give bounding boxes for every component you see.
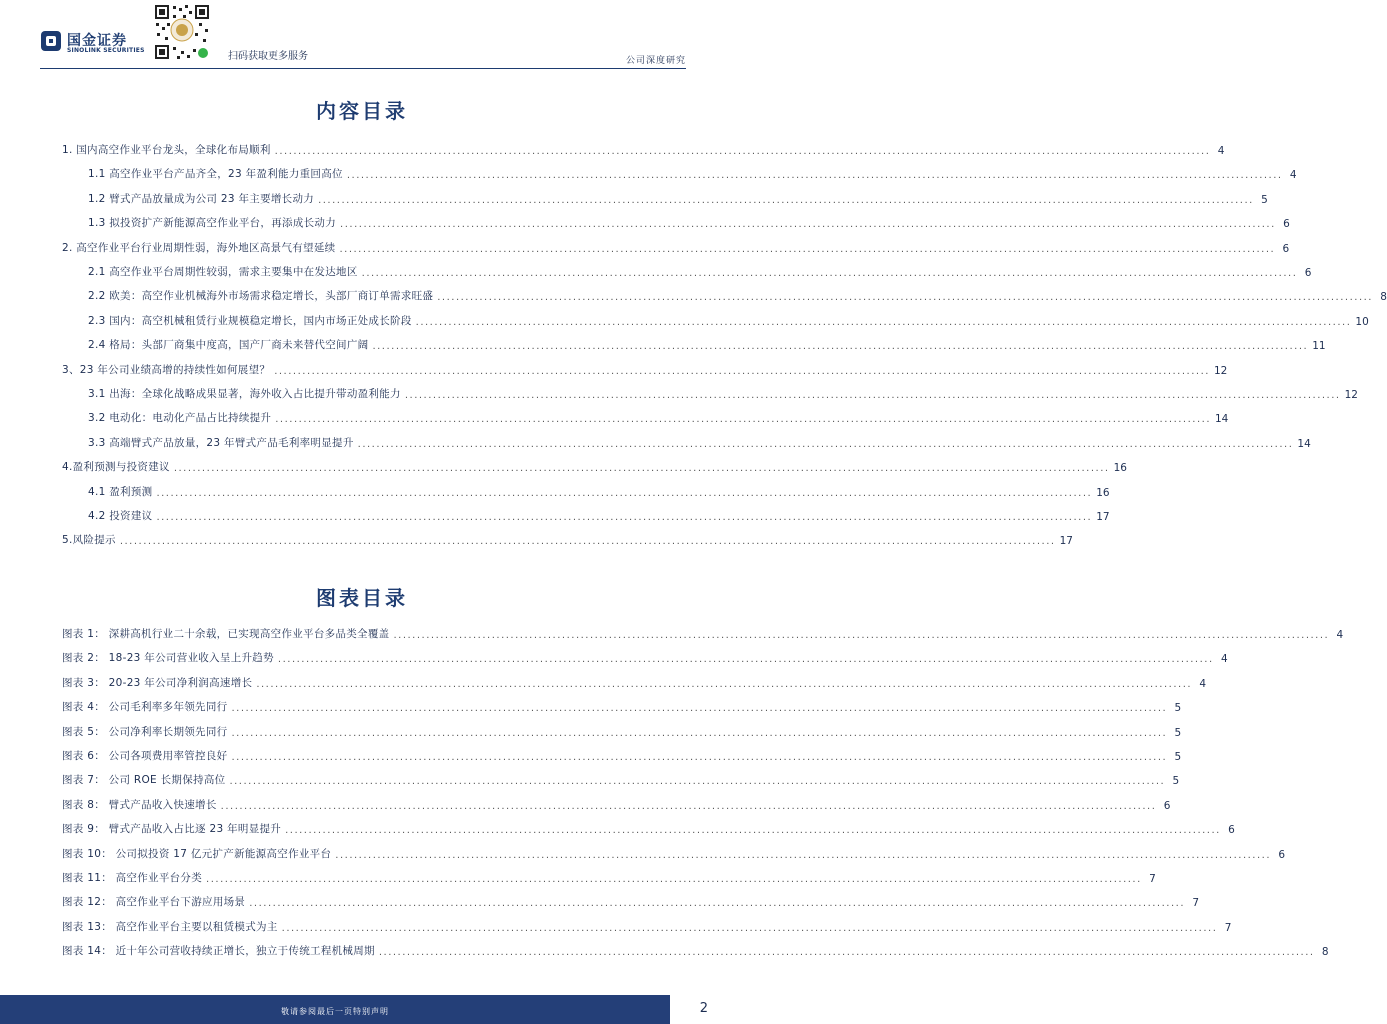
toc-page-number: 10: [1355, 315, 1369, 328]
toc-page-number: 14: [1297, 437, 1311, 450]
toc-entry-title: 1. 国内高空作业平台龙头，全球化布局顺利: [62, 144, 271, 156]
toc-entry[interactable]: [88, 338, 1326, 353]
toc-leader-dots: ........................................................................................................................................................................................................: [372, 341, 1309, 353]
toc-entry[interactable]: [62, 143, 1225, 157]
toc-leader-dots: ........................................................................................................................................................................................................: [119, 536, 1056, 548]
toc-entry-title: 1.2 臂式产品放量成为公司 23 年主要增长动力: [88, 192, 315, 205]
toc-entry-title: 图表 1： 深耕高机行业二十余载，已实现高空作业平台多品类全覆盖: [62, 628, 390, 640]
figures-title: 图表目录: [316, 586, 408, 610]
toc-entry-title: 图表 12： 高空作业平台下游应用场景: [62, 896, 246, 909]
toc-entry-title: 2.2 欧美：高空作业机械海外市场需求稳定增长，头部厂商订单需求旺盛: [88, 290, 434, 303]
toc-entry[interactable]: [88, 485, 1110, 499]
toc-entry-title: 图表 9： 臂式产品收入占比逐 23 年明显提升: [62, 823, 282, 836]
toc-entry-title: 2.1 高空作业平台周期性较弱，需求主要集中在发达地区: [88, 266, 358, 278]
toc-entry-title: 4.盈利预测与投资建议: [62, 461, 170, 474]
toc-entry[interactable]: [88, 167, 1297, 182]
toc-page-number: 5: [1174, 702, 1182, 715]
logo-chinese-name: 国金证券: [67, 33, 127, 49]
toc-entry-title: 图表 7： 公司 ROE 长期保持高位: [62, 774, 226, 787]
toc-leader-dots: ........................................................................................................................................................................................................: [437, 292, 1373, 304]
toc-leader-dots: ........................................................................................................................................................................................................: [285, 825, 1221, 837]
toc-page-number: 12: [1213, 364, 1228, 377]
toc-page-number: 4: [1336, 629, 1344, 641]
toc-page-number: 11: [1312, 340, 1326, 353]
toc-entry[interactable]: [88, 216, 1290, 231]
toc-leader-dots: ........................................................................................................................................................................................................: [361, 268, 1298, 279]
toc-entry-title: 1.1 高空作业平台产品齐全，23 年盈利能力重回高位: [88, 168, 343, 181]
toc-entry[interactable]: [62, 533, 1073, 548]
toc-entry-title: 5.风险提示: [62, 534, 116, 547]
toc-page-number: 16: [1096, 486, 1110, 499]
toc-leader-dots: ........................................................................................................................................................................................................: [173, 463, 1110, 475]
toc-page-number: 7: [1149, 873, 1156, 885]
toc-entry-title: 2. 高空作业平台行业周期性弱，海外地区高景气有望延续: [62, 241, 336, 254]
toc-entry-title: 图表 5： 公司净利率长期领先同行: [62, 725, 228, 738]
page-header: [0, 0, 724, 70]
toc-page-number: 5: [1172, 775, 1180, 788]
toc-leader-dots: ........................................................................................................................................................................................................: [231, 703, 1168, 715]
toc-entry[interactable]: [88, 436, 1311, 450]
toc-page-number: 6: [1283, 218, 1290, 231]
toc-entry[interactable]: [62, 363, 1228, 377]
toc-entry[interactable]: [88, 314, 1369, 328]
logo-english-name: SINOLINK SECURITIES: [67, 47, 145, 54]
toc-leader-dots: ........................................................................................................................................................................................................: [231, 752, 1168, 763]
toc-entry[interactable]: [62, 798, 1171, 812]
toc-entry-title: 图表 14： 近十年公司营收持续正增长，独立于传统工程机械周期: [62, 945, 375, 958]
header-divider: [40, 68, 686, 69]
toc-entry[interactable]: [62, 725, 1182, 739]
toc-entry[interactable]: [62, 944, 1329, 959]
toc-page-number: 17: [1059, 535, 1073, 548]
toc-page-number: 6: [1163, 799, 1171, 812]
toc-leader-dots: ........................................................................................................................................................................................................: [318, 194, 1254, 206]
footer-disclaimer: 敬请参阅最后一页特别声明: [281, 1007, 389, 1016]
toc-leader-dots: ........................................................................................................................................................................................................: [256, 678, 1193, 690]
toc-entry[interactable]: [62, 651, 1228, 666]
toc-leader-dots: ........................................................................................................................................................................................................: [231, 727, 1168, 739]
toc-page-number: 5: [1261, 193, 1268, 206]
toc-leader-dots: ........................................................................................................................................................................................................: [206, 874, 1142, 885]
sinolink-logo-icon: [40, 30, 62, 52]
contents-title: 内容目录: [316, 99, 408, 123]
toc-leader-dots: ........................................................................................................................................................................................................: [156, 512, 1093, 523]
toc-leader-dots: ........................................................................................................................................................................................................: [393, 630, 1330, 641]
toc-page-number: 4: [1220, 653, 1228, 666]
qr-caption: 扫码获取更多服务: [228, 51, 308, 62]
toc-entry[interactable]: [62, 241, 1290, 255]
toc-page-number: 8: [1321, 946, 1329, 959]
page-number: 2: [699, 1001, 708, 1016]
toc-entry[interactable]: [88, 289, 1387, 304]
toc-page-number: 17: [1096, 511, 1110, 523]
toc-entry[interactable]: [88, 411, 1229, 426]
toc-entry[interactable]: [62, 847, 1286, 861]
toc-entry-title: 4.1 盈利预测: [88, 485, 153, 498]
toc-leader-dots: ........................................................................................................................................................................................................: [378, 947, 1315, 959]
toc-leader-dots: ........................................................................................................................................................................................................: [340, 219, 1276, 231]
toc-entry[interactable]: [62, 871, 1156, 885]
toc-leader-dots: ........................................................................................................................................................................................................: [346, 170, 1283, 182]
toc-entry[interactable]: [62, 460, 1127, 475]
toc-leader-dots: ........................................................................................................................................................................................................: [281, 922, 1218, 934]
toc-page-number: 16: [1113, 462, 1127, 475]
toc-entry-title: 图表 13： 高空作业平台主要以租赁模式为主: [62, 920, 278, 933]
toc-leader-dots: ........................................................................................................................................................................................................: [275, 414, 1211, 426]
toc-page-number: 6: [1228, 824, 1235, 837]
toc-page-number: 6: [1304, 267, 1312, 279]
toc-entry[interactable]: [62, 895, 1199, 910]
toc-page-number: 4: [1199, 677, 1207, 690]
toc-entry-title: 图表 6： 公司各项费用率管控良好: [62, 750, 228, 762]
toc-entry[interactable]: [88, 509, 1110, 523]
toc-entry[interactable]: [62, 627, 1344, 641]
toc-leader-dots: ........................................................................................................................................................................................................: [274, 365, 1210, 377]
toc-leader-dots: ........................................................................................................................................................................................................: [339, 243, 1276, 255]
toc-entry-title: 2.3 国内：高空机械租赁行业规模稳定增长，国内市场正处成长阶段: [88, 314, 412, 327]
toc-page-number: 6: [1282, 242, 1290, 255]
toc-entry[interactable]: [62, 676, 1207, 690]
toc-entry-title: 3.3 高端臂式产品放量，23 年臂式产品毛利率明显提升: [88, 436, 354, 449]
toc-leader-dots: ........................................................................................................................................................................................................: [415, 316, 1352, 328]
toc-entry[interactable]: [62, 920, 1232, 934]
toc-entry-title: 3.1 出海：全球化战略成果显著，海外收入占比提升带动盈利能力: [88, 388, 401, 400]
toc-leader-dots: ........................................................................................................................................................................................................: [335, 849, 1272, 861]
toc-page-number: 12: [1344, 389, 1358, 401]
toc-leader-dots: ........................................................................................................................................................................................................: [229, 776, 1166, 788]
toc-leader-dots: ........................................................................................................................................................................................................: [277, 654, 1214, 666]
toc-entry-title: 图表 4： 公司毛利率多年领先同行: [62, 701, 228, 714]
toc-entry[interactable]: [62, 773, 1180, 788]
toc-entry-title: 图表 11： 高空作业平台分类: [62, 872, 203, 884]
toc-page-number: 6: [1278, 848, 1286, 861]
toc-leader-dots: ........................................................................................................................................................................................................: [249, 898, 1185, 910]
toc-entry-title: 图表 2： 18-23 年公司营业收入呈上升趋势: [62, 652, 274, 665]
toc-entry-title: 图表 8： 臂式产品收入快速增长: [62, 798, 217, 811]
toc-entry[interactable]: [88, 192, 1268, 206]
toc-page-number: 14: [1215, 413, 1229, 426]
toc-page-number: 5: [1174, 751, 1182, 763]
toc-entry[interactable]: [62, 700, 1182, 715]
toc-leader-dots: ........................................................................................................................................................................................................: [220, 800, 1157, 812]
toc-leader-dots: ........................................................................................................................................................................................................: [274, 146, 1211, 157]
toc-entry-title: 1.3 拟投资扩产新能源高空作业平台，再添成长动力: [88, 217, 337, 230]
toc-entry-title: 图表 3： 20-23 年公司净利润高速增长: [62, 676, 253, 689]
toc-page-number: 4: [1289, 169, 1297, 182]
toc-page-number: 5: [1174, 726, 1182, 739]
toc-leader-dots: ........................................................................................................................................................................................................: [156, 487, 1093, 499]
toc-entry[interactable]: [62, 822, 1235, 837]
toc-page-number: 8: [1380, 291, 1387, 304]
toc-leader-dots: ........................................................................................................................................................................................................: [404, 390, 1341, 401]
toc-page-number: 7: [1192, 897, 1199, 910]
toc-leader-dots: ........................................................................................................................................................................................................: [357, 438, 1294, 450]
toc-entry-title: 4.2 投资建议: [88, 510, 153, 522]
toc-page-number: 7: [1224, 921, 1232, 934]
toc-entry-title: 3、23 年公司业绩高增的持续性如何展望？: [62, 363, 271, 376]
report-type-label: 公司深度研究: [625, 56, 686, 66]
toc-entry-title: 图表 10： 公司拟投资 17 亿元扩产新能源高空作业平台: [62, 847, 332, 860]
toc-page-number: 4: [1217, 145, 1225, 157]
toc-entry[interactable]: [62, 749, 1182, 763]
toc-entry[interactable]: [88, 265, 1312, 279]
toc-entry[interactable]: [88, 387, 1358, 401]
toc-entry-title: 2.4 格局：头部厂商集中度高，国产厂商未来替代空间广阔: [88, 339, 369, 352]
qr-code-icon[interactable]: [153, 3, 211, 61]
toc-entry-title: 3.2 电动化：电动化产品占比持续提升: [88, 412, 272, 425]
